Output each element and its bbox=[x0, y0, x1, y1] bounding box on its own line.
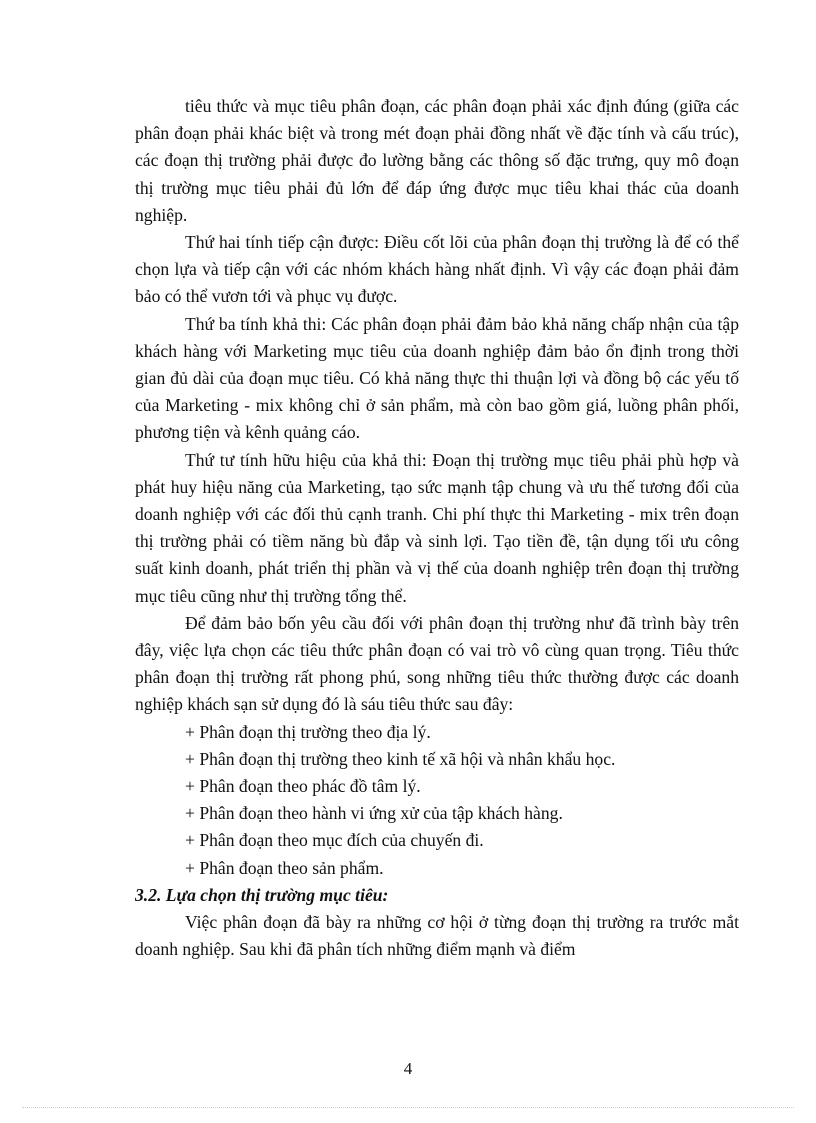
list-item: + Phân đoạn theo sản phẩm. bbox=[185, 857, 384, 878]
paragraph-accessibility: Thứ hai tính tiếp cận được: Điều cốt lõi của phân đoạn thị trường là để có thể chọn lựa và tiếp cận với các nhóm khách hàng nhất định. Vì vậy các đoạn phải đảm bảo có thể vươn tới và phục vụ được. bbox=[135, 232, 739, 307]
list-item: + Phân đoạn theo hành vi ứng xử của tập khách hàng. bbox=[185, 803, 563, 824]
paragraph-effectiveness: Thứ tư tính hữu hiệu của khả thi: Đoạn thị trường mục tiêu phải phù hợp và phát huy hiệu năng của Marketing, tạo sức mạnh tập chung và ưu thế tương đối của doanh nghiệp với các đối thủ cạnh tranh. Chi phí thực thi Marketing - mix trên đoạn thị trường phải có tiềm năng bù đắp và sinh lợi. Tạo tiền đề, tận dụng tối ưu công suất kinh doanh, phát triển thị phần và vị thế của doanh nghiệp trên đoạn thị trường mục tiêu cũng như thị trường tổng thể. bbox=[135, 449, 739, 606]
page-number: 4 bbox=[403, 1059, 413, 1078]
list-item: + Phân đoạn theo phác đồ tâm lý. bbox=[185, 776, 421, 797]
footer-divider bbox=[22, 1107, 794, 1108]
list-item: + Phân đoạn thị trường theo địa lý. bbox=[185, 721, 431, 742]
list-item: + Phân đoạn thị trường theo kinh tế xã hội và nhân khẩu học. bbox=[185, 748, 616, 769]
list-item: + Phân đoạn theo mục đích của chuyến đi. bbox=[185, 830, 484, 851]
paragraph-closing: Việc phân đoạn đã bày ra những cơ hội ở từng đoạn thị trường ra trước mắt doanh nghiệp. Sau khi đã phân tích những điểm mạnh và điểm bbox=[135, 912, 739, 960]
paragraph-continuation: tiêu thức và mục tiêu phân đoạn, các phân đoạn phải xác định đúng (giữa các phân đoạn phải khác biệt và trong mét đoạn phải đồng nhất về đặc tính và cấu trúc), các đoạn thị trường phải được đo lường bằng các thông số đặc trưng, quy mô đoạn thị trường mục tiêu phải đủ lớn để đáp ứng được mục tiêu khai thác của doanh nghiệp. bbox=[135, 96, 739, 225]
page-body bbox=[135, 93, 739, 964]
criteria-list bbox=[135, 719, 739, 882]
section-heading: 3.2. Lựa chọn thị trường mục tiêu: bbox=[135, 884, 389, 905]
paragraph-feasibility: Thứ ba tính khả thi: Các phân đoạn phải đảm bảo khả năng chấp nhận của tập khách hàng với Marketing mục tiêu của doanh nghiệp đảm bảo ổn định trong thời gian đủ dài của đoạn mục tiêu. Có khả năng thực thi thuận lợi và đồng bộ các yếu tố của Marketing - mix không chỉ ở sản phẩm, mà còn bao gồm giá, luồng phân phối, phương tiện và kênh quảng cáo. bbox=[135, 313, 739, 443]
paragraph-segmentation-criteria: Để đảm bảo bốn yêu cầu đối với phân đoạn thị trường như đã trình bày trên đây, việc lựa chọn các tiêu thức phân đoạn có vai trò vô cùng quan trọng. Tiêu thức phân đoạn thị trường rất phong phú, song những tiêu thức thường được các doanh nghiệp khách sạn sử dụng đó là sáu tiêu thức sau đây: bbox=[135, 612, 739, 715]
